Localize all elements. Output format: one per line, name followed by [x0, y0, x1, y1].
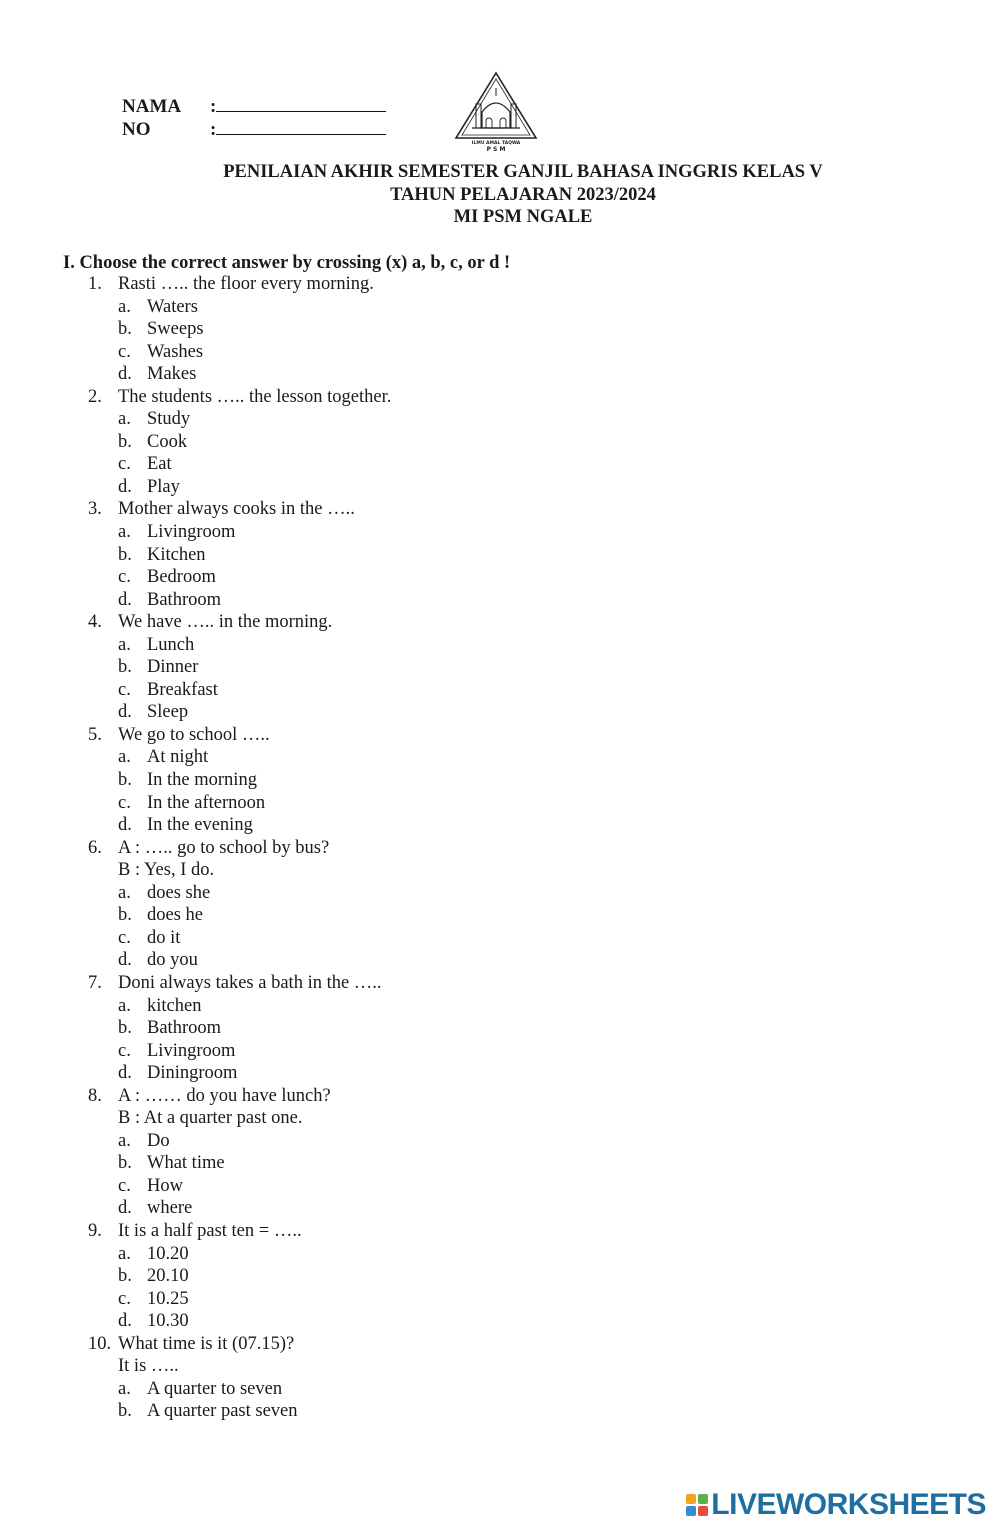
- option-text: Sleep: [147, 702, 189, 723]
- answer-option[interactable]: [0, 769, 1000, 792]
- answer-option[interactable]: [0, 1265, 1000, 1288]
- option-text: At night: [147, 747, 209, 768]
- option-letter: a.: [118, 634, 131, 655]
- question-text: Mother always cooks in the …..: [118, 499, 355, 520]
- no-input-line[interactable]: [216, 117, 386, 135]
- answer-option[interactable]: [0, 476, 1000, 499]
- option-letter: b.: [118, 544, 132, 565]
- answer-option[interactable]: [0, 882, 1000, 905]
- option-text: Bathroom: [147, 589, 221, 610]
- answer-option[interactable]: [0, 1400, 1000, 1423]
- option-text: Cook: [147, 431, 188, 452]
- no-colon: :: [210, 119, 217, 140]
- option-letter: d.: [118, 1198, 132, 1219]
- option-text: 20.10: [147, 1266, 189, 1287]
- answer-option[interactable]: [0, 679, 1000, 702]
- question-stem: [0, 724, 1000, 747]
- option-text: In the afternoon: [147, 792, 266, 813]
- option-text: Bathroom: [147, 1018, 221, 1039]
- exam-titles: [0, 161, 1000, 229]
- answer-option[interactable]: [0, 1040, 1000, 1063]
- name-label: NAMA: [122, 96, 182, 117]
- option-text: In the morning: [147, 770, 257, 791]
- option-letter: d.: [118, 589, 132, 610]
- question-text: B : At a quarter past one.: [118, 1108, 303, 1129]
- answer-option[interactable]: [0, 589, 1000, 612]
- option-text: Kitchen: [147, 544, 206, 565]
- answer-option[interactable]: [0, 521, 1000, 544]
- option-letter: d.: [118, 1311, 132, 1332]
- question-text: What time is it (07.15)?: [118, 1333, 295, 1354]
- answer-option[interactable]: [0, 949, 1000, 972]
- question-text: It is …..: [118, 1356, 179, 1377]
- option-text: Washes: [147, 341, 204, 362]
- option-text: Livingroom: [147, 522, 236, 543]
- option-text: A quarter to seven: [147, 1378, 283, 1399]
- question-number: 4.: [88, 612, 102, 633]
- answer-option[interactable]: [0, 363, 1000, 386]
- answer-option[interactable]: [0, 318, 1000, 341]
- question-stem: [0, 972, 1000, 995]
- school-name: MI PSM NGALE: [453, 207, 593, 227]
- answer-option[interactable]: [0, 341, 1000, 364]
- question-number: 5.: [88, 724, 102, 745]
- question-text: We go to school …..: [118, 724, 270, 745]
- answer-option[interactable]: [0, 634, 1000, 657]
- question-stem: [0, 386, 1000, 409]
- option-letter: a.: [118, 1243, 131, 1264]
- question-number: 3.: [88, 499, 102, 520]
- exam-year: TAHUN PELAJARAN 2023/2024: [390, 184, 656, 205]
- answer-option[interactable]: [0, 1243, 1000, 1266]
- option-letter: b.: [118, 657, 132, 678]
- option-letter: a.: [118, 296, 131, 317]
- answer-option[interactable]: [0, 1310, 1000, 1333]
- question-stem: [0, 1333, 1000, 1356]
- answer-option[interactable]: [0, 408, 1000, 431]
- option-letter: c.: [118, 1288, 131, 1309]
- option-letter: a.: [118, 1130, 131, 1151]
- watermark-text: LIVEWORKSHEETS: [711, 1488, 986, 1521]
- option-letter: b.: [118, 1018, 132, 1039]
- option-letter: c.: [118, 341, 131, 362]
- option-text: do you: [147, 950, 198, 971]
- logo-tile: [686, 1506, 696, 1516]
- option-letter: a.: [118, 409, 131, 430]
- question-list: [0, 273, 1000, 1423]
- answer-option[interactable]: [0, 1062, 1000, 1085]
- option-letter: d.: [118, 702, 132, 723]
- name-field-row: [122, 94, 386, 118]
- option-letter: b.: [118, 319, 132, 340]
- liveworksheets-logo-icon: [686, 1494, 708, 1516]
- option-letter: a.: [118, 995, 131, 1016]
- logo-ring-text: ILMU AMAL TAQWA: [471, 141, 521, 146]
- option-text: Do: [147, 1130, 170, 1151]
- option-text: do it: [147, 927, 181, 948]
- question-text: We have ….. in the morning.: [118, 612, 333, 633]
- name-colon: :: [210, 96, 217, 117]
- question-stem: [0, 1085, 1000, 1108]
- option-letter: b.: [118, 1153, 132, 1174]
- answer-option[interactable]: [0, 1130, 1000, 1153]
- option-letter: c.: [118, 1040, 131, 1061]
- question-stem: [0, 837, 1000, 860]
- answer-option[interactable]: [0, 792, 1000, 815]
- option-text: Livingroom: [147, 1040, 236, 1061]
- question-number: 7.: [88, 972, 102, 993]
- option-letter: a.: [118, 1378, 131, 1399]
- option-text: 10.30: [147, 1311, 189, 1332]
- answer-option[interactable]: [0, 1152, 1000, 1175]
- question-text: Doni always takes a bath in the …..: [118, 972, 382, 993]
- answer-option[interactable]: [0, 1378, 1000, 1401]
- option-letter: b.: [118, 431, 132, 452]
- option-letter: c.: [118, 1175, 131, 1196]
- logo-tile: [698, 1494, 708, 1504]
- option-letter: a.: [118, 747, 131, 768]
- answer-option[interactable]: [0, 746, 1000, 769]
- psm-logo: [452, 70, 540, 152]
- option-letter: c.: [118, 679, 131, 700]
- option-text: where: [147, 1198, 193, 1219]
- option-text: Dinner: [147, 657, 199, 678]
- option-text: A quarter past seven: [147, 1401, 298, 1422]
- question-stem: [0, 273, 1000, 296]
- option-letter: b.: [118, 1401, 132, 1422]
- answer-option[interactable]: [0, 1197, 1000, 1220]
- question-number: 8.: [88, 1085, 102, 1106]
- option-letter: a.: [118, 522, 131, 543]
- question-number: 2.: [88, 386, 102, 407]
- option-text: How: [147, 1175, 183, 1196]
- question-number: 9.: [88, 1220, 102, 1241]
- question-text: A : …… do you have lunch?: [118, 1085, 331, 1106]
- option-text: 10.25: [147, 1288, 189, 1309]
- answer-option[interactable]: [0, 431, 1000, 454]
- option-text: kitchen: [147, 995, 202, 1016]
- option-text: Lunch: [147, 634, 195, 655]
- answer-option[interactable]: [0, 296, 1000, 319]
- option-letter: c.: [118, 792, 131, 813]
- option-text: Sweeps: [147, 319, 204, 340]
- answer-option[interactable]: [0, 904, 1000, 927]
- answer-option[interactable]: [0, 1288, 1000, 1311]
- option-text: 10.20: [147, 1243, 189, 1264]
- option-text: In the evening: [147, 815, 253, 836]
- liveworksheets-watermark: [686, 1488, 986, 1522]
- option-text: Makes: [147, 364, 197, 385]
- answer-option[interactable]: [0, 995, 1000, 1018]
- no-field-row: [122, 117, 386, 141]
- option-letter: d.: [118, 815, 132, 836]
- question-number: 1.: [88, 274, 102, 294]
- question-stem: [0, 611, 1000, 634]
- name-input-line[interactable]: [216, 94, 386, 112]
- question-text: B : Yes, I do.: [118, 860, 215, 881]
- exam-title: PENILAIAN AKHIR SEMESTER GANJIL BAHASA INGGRIS KELAS V: [223, 162, 823, 182]
- answer-option[interactable]: [0, 1175, 1000, 1198]
- question-stem: [0, 1220, 1000, 1243]
- question-stem-line: [0, 859, 1000, 882]
- option-text: Bedroom: [147, 567, 216, 588]
- section-instruction: I. Choose the correct answer by crossing (x) a, b, c, or d !: [63, 253, 511, 273]
- logo-tile: [686, 1494, 696, 1504]
- option-text: Play: [147, 476, 180, 497]
- option-letter: b.: [118, 905, 132, 926]
- option-letter: d.: [118, 1063, 132, 1084]
- option-letter: d.: [118, 364, 132, 385]
- option-text: does he: [147, 905, 203, 926]
- option-text: Diningroom: [147, 1063, 238, 1084]
- option-text: Eat: [147, 454, 172, 475]
- question-text: Rasti ….. the floor every morning.: [118, 274, 374, 294]
- question-number: 6.: [88, 837, 102, 858]
- option-letter: b.: [118, 1266, 132, 1287]
- option-text: Waters: [147, 296, 198, 317]
- option-letter: a.: [118, 882, 131, 903]
- option-text: Breakfast: [147, 679, 218, 700]
- question-stem: [0, 498, 1000, 521]
- answer-option[interactable]: [0, 656, 1000, 679]
- question-stem-line: [0, 1355, 1000, 1378]
- answer-option[interactable]: [0, 701, 1000, 724]
- option-text: does she: [147, 882, 211, 903]
- option-letter: d.: [118, 476, 132, 497]
- question-number: 10.: [88, 1333, 112, 1354]
- no-label: NO: [122, 119, 151, 140]
- option-letter: c.: [118, 927, 131, 948]
- question-text: The students ….. the lesson together.: [118, 386, 392, 407]
- answer-option[interactable]: [0, 927, 1000, 950]
- option-text: Study: [147, 409, 191, 430]
- option-letter: b.: [118, 770, 132, 791]
- question-text: It is a half past ten = …..: [118, 1220, 302, 1241]
- answer-option[interactable]: [0, 453, 1000, 476]
- question-text: A : ….. go to school by bus?: [118, 837, 330, 858]
- answer-option[interactable]: [0, 1017, 1000, 1040]
- option-letter: c.: [118, 567, 131, 588]
- answer-option[interactable]: [0, 566, 1000, 589]
- answer-option[interactable]: [0, 544, 1000, 567]
- logo-tile: [698, 1506, 708, 1516]
- question-stem-line: [0, 1107, 1000, 1130]
- option-letter: d.: [118, 950, 132, 971]
- option-letter: c.: [118, 454, 131, 475]
- answer-option[interactable]: [0, 814, 1000, 837]
- logo-abbrev: P S M: [486, 146, 506, 152]
- option-text: What time: [147, 1153, 225, 1174]
